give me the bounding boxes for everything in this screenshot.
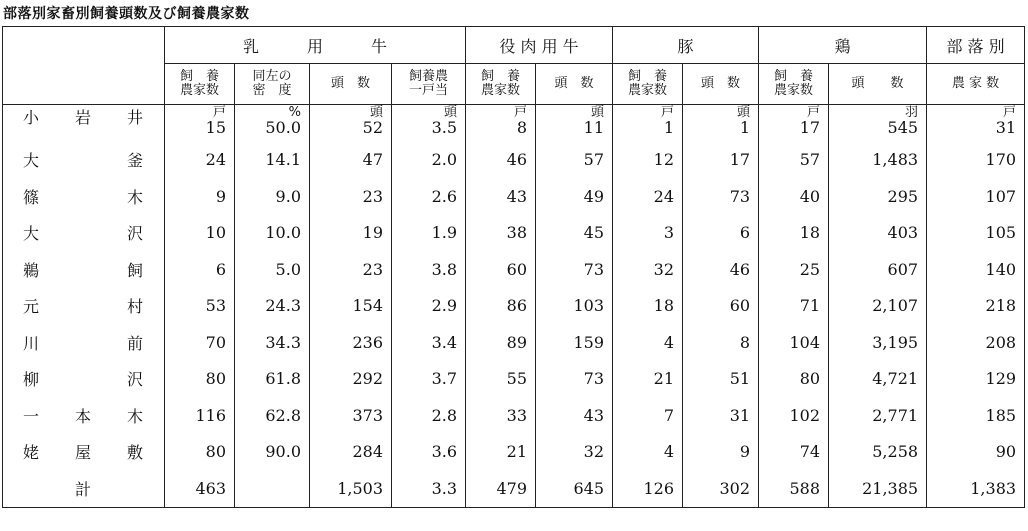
value-cell: 6 (683, 215, 759, 252)
value-cell: 1,483 (829, 142, 927, 179)
unit-label: 戸 (212, 105, 226, 120)
name-char: 木 (127, 406, 144, 426)
value-cell: 2,107 (829, 288, 927, 325)
value-cell: 羽 545 (829, 105, 927, 142)
value-cell: 607 (829, 251, 927, 288)
value-cell: 61.8 (235, 361, 310, 398)
row-label (3, 434, 165, 471)
value-cell: 3,195 (829, 324, 927, 361)
name-char: 本 (75, 406, 92, 426)
value-cell: 116 (165, 397, 235, 434)
table-title: 部落別家畜別飼養頭数及び飼養農家数 (3, 6, 250, 22)
value-cell: 32 (536, 434, 613, 471)
value-cell: 302 (683, 470, 759, 507)
value-cell: 2.0 (392, 142, 466, 179)
sub-per-farm: 飼養農 一戸当 (409, 69, 449, 98)
livestock-table (2, 26, 1025, 508)
value-cell: 208 (927, 324, 1025, 361)
name-char: 前 (127, 333, 144, 353)
value-cell: 45 (536, 215, 613, 252)
value-cell: 51 (683, 361, 759, 398)
row-label (3, 324, 165, 361)
value-cell: 105 (927, 215, 1025, 252)
name-char: 釜 (127, 151, 144, 171)
value-cell: 32 (613, 251, 683, 288)
value-cell: 236 (310, 324, 392, 361)
name-char: 井 (127, 108, 144, 127)
row-label (3, 142, 165, 179)
row-label (3, 470, 165, 507)
value-cell: 頭 3.5 (392, 105, 466, 142)
value-cell: 5.0 (235, 251, 310, 288)
value-cell: 8 (683, 324, 759, 361)
value-cell (235, 470, 310, 507)
value-cell: 1,383 (927, 470, 1025, 507)
value-cell: 140 (927, 251, 1025, 288)
value-cell: 126 (613, 470, 683, 507)
name-char: 姥 (23, 443, 40, 463)
value-cell: 218 (927, 288, 1025, 325)
value-cell: 90 (927, 434, 1025, 471)
value-cell: 463 (165, 470, 235, 507)
name-char: 篠 (23, 187, 40, 207)
value-cell: 24 (613, 178, 683, 215)
value-cell: 24 (165, 142, 235, 179)
value-cell: 戸 17 (759, 105, 829, 142)
unit-label: 羽 (905, 105, 919, 120)
value-cell: 2.8 (392, 397, 466, 434)
value-cell: 80 (759, 361, 829, 398)
value-cell: 159 (536, 324, 613, 361)
value-cell: 46 (683, 251, 759, 288)
sub-dairy-heads: 頭 数 (330, 76, 370, 91)
value-cell: 3.8 (392, 251, 466, 288)
name-char: 飼 (127, 260, 144, 280)
name-char (75, 185, 91, 208)
value-cell: 103 (536, 288, 613, 325)
value-cell: 戸 8 (466, 105, 536, 142)
value-cell: 403 (829, 215, 927, 252)
value-cell: 戸 31 (927, 105, 1025, 142)
value-cell: 3.7 (392, 361, 466, 398)
unit-label: 戸 (514, 105, 528, 120)
value-cell: 4 (613, 324, 683, 361)
corner-cell (3, 27, 165, 105)
name-char: 川 (23, 333, 40, 353)
value-cell: 25 (759, 251, 829, 288)
unit-label: 戸 (1003, 105, 1017, 120)
value-cell: 89 (466, 324, 536, 361)
unit-label: 頭 (369, 105, 383, 120)
value-cell: 53 (165, 288, 235, 325)
value-cell: 6 (165, 251, 235, 288)
name-char: 元 (23, 297, 40, 317)
value-cell: 2.9 (392, 288, 466, 325)
value-cell: 1,503 (310, 470, 392, 507)
value-cell: 40 (759, 178, 829, 215)
value-cell: 3.6 (392, 434, 466, 471)
value-cell: 73 (536, 361, 613, 398)
name-char: 沢 (127, 370, 144, 390)
unit-label: 頭 (444, 105, 458, 120)
sub-draft-heads: 頭 数 (554, 76, 594, 91)
table-row (3, 324, 1025, 361)
value-cell: 2.6 (392, 178, 466, 215)
value-cell: 73 (536, 251, 613, 288)
table-row (3, 142, 1025, 179)
value-cell: 戸 1 (613, 105, 683, 142)
name-char: 柳 (23, 370, 40, 390)
value-cell: 10.0 (235, 215, 310, 252)
value-cell: 33 (466, 397, 536, 434)
table-row (3, 397, 1025, 434)
value-cell: 3.3 (392, 470, 466, 507)
sub-buraku-farms: 農 家 数 (951, 76, 1000, 91)
value-cell: 57 (759, 142, 829, 179)
value-cell: % 50.0 (235, 105, 310, 142)
sub-chicken-heads: 頭 数 (851, 76, 904, 91)
name-char: 敷 (127, 443, 144, 463)
name-char: 岩 (75, 108, 92, 127)
total-label: 計 (75, 479, 92, 499)
name-char (75, 148, 91, 171)
value-cell: 80 (165, 361, 235, 398)
name-char: 大 (23, 224, 40, 244)
value-cell: 74 (759, 434, 829, 471)
value-cell: 60 (683, 288, 759, 325)
sub-dairy-farms: 飼 養 農家数 (179, 69, 219, 98)
value-cell: 86 (466, 288, 536, 325)
value-cell: 57 (536, 142, 613, 179)
row-label (3, 361, 165, 398)
name-char: 屋 (75, 443, 92, 463)
row-label (3, 178, 165, 215)
value-cell: 9 (683, 434, 759, 471)
value-cell: 21,385 (829, 470, 927, 507)
value-cell: 60 (466, 251, 536, 288)
name-char: 大 (23, 151, 40, 171)
row-label (3, 105, 165, 142)
name-char: 沢 (127, 224, 144, 244)
table-row (3, 434, 1025, 471)
unit-label: 頭 (591, 105, 605, 120)
table-row (3, 251, 1025, 288)
table-row (3, 178, 1025, 215)
value-cell: 185 (927, 397, 1025, 434)
value-cell: 頭 11 (536, 105, 613, 142)
sub-chicken-farms: 飼 養 農家数 (774, 69, 814, 98)
value-cell: 14.1 (235, 142, 310, 179)
value-cell: 7 (613, 397, 683, 434)
name-char: 一 (23, 406, 40, 426)
value-cell: 2,771 (829, 397, 927, 434)
value-cell: 104 (759, 324, 829, 361)
value-cell: 73 (683, 178, 759, 215)
value-cell: 9 (165, 178, 235, 215)
group-buraku: 部 落 別 (927, 27, 1025, 64)
value-cell: 62.8 (235, 397, 310, 434)
value-cell: 43 (536, 397, 613, 434)
row-label (3, 215, 165, 252)
value-cell: 170 (927, 142, 1025, 179)
value-cell: 21 (466, 434, 536, 471)
sub-pig-heads: 頭 数 (701, 76, 741, 91)
sub-density: 同左の 密 度 (252, 69, 292, 98)
value-cell: 49 (536, 178, 613, 215)
name-char: 鵜 (23, 260, 40, 280)
row-label (3, 397, 165, 434)
value-cell: 12 (613, 142, 683, 179)
value-cell: 3.4 (392, 324, 466, 361)
row-label (3, 288, 165, 325)
value-cell: 47 (310, 142, 392, 179)
table-row (3, 361, 1025, 398)
value-cell: 129 (927, 361, 1025, 398)
value-cell: 31 (683, 397, 759, 434)
value-cell: 4 (613, 434, 683, 471)
value-cell: 479 (466, 470, 536, 507)
value-cell: 19 (310, 215, 392, 252)
sub-pig-farms: 飼 養 農家数 (628, 69, 668, 98)
value-cell: 23 (310, 251, 392, 288)
total-row (3, 470, 1025, 507)
value-cell: 38 (466, 215, 536, 252)
value-cell: 107 (927, 178, 1025, 215)
table-body (3, 105, 1025, 508)
table-row (3, 215, 1025, 252)
table-row (3, 105, 1025, 142)
value-cell: 4,721 (829, 361, 927, 398)
value-cell: 24.3 (235, 288, 310, 325)
unit-label: 頭 (737, 105, 751, 120)
value-cell: 154 (310, 288, 392, 325)
value-cell: 102 (759, 397, 829, 434)
value-cell: 292 (310, 361, 392, 398)
value-cell: 71 (759, 288, 829, 325)
value-cell: 1.9 (392, 215, 466, 252)
value-cell: 頭 52 (310, 105, 392, 142)
name-char (75, 221, 91, 244)
value-cell: 10 (165, 215, 235, 252)
unit-label: % (288, 105, 301, 120)
row-label (3, 251, 165, 288)
value-cell: 17 (683, 142, 759, 179)
value-cell: 90.0 (235, 434, 310, 471)
group-chicken: 鶏 (759, 27, 927, 64)
value-cell: 18 (613, 288, 683, 325)
value-cell: 645 (536, 470, 613, 507)
value-cell: 頭 1 (683, 105, 759, 142)
group-pig: 豚 (613, 27, 759, 64)
table-row (3, 288, 1025, 325)
value-cell: 70 (165, 324, 235, 361)
group-draft: 役 肉 用 牛 (466, 27, 613, 64)
name-char (75, 367, 91, 390)
value-cell: 373 (310, 397, 392, 434)
value-cell: 55 (466, 361, 536, 398)
sub-draft-farms: 飼 養 農家数 (481, 69, 521, 98)
name-char (75, 294, 91, 317)
value-cell: 588 (759, 470, 829, 507)
name-char (75, 258, 91, 281)
value-cell: 3 (613, 215, 683, 252)
value-cell: 295 (829, 178, 927, 215)
name-char: 村 (127, 297, 144, 317)
value-cell: 23 (310, 178, 392, 215)
unit-label: 戸 (807, 105, 821, 120)
value-cell: 5,258 (829, 434, 927, 471)
group-dairy: 乳 用 牛 (165, 27, 466, 64)
value-cell: 34.3 (235, 324, 310, 361)
name-char: 小 (23, 108, 40, 127)
value-cell: 18 (759, 215, 829, 252)
value-cell: 戸 15 (165, 105, 235, 142)
name-char (75, 331, 91, 354)
name-char: 木 (127, 187, 144, 207)
value-cell: 43 (466, 178, 536, 215)
value-cell: 46 (466, 142, 536, 179)
value-cell: 80 (165, 434, 235, 471)
value-cell: 284 (310, 434, 392, 471)
unit-label: 戸 (661, 105, 675, 120)
value-cell: 21 (613, 361, 683, 398)
value-cell: 9.0 (235, 178, 310, 215)
